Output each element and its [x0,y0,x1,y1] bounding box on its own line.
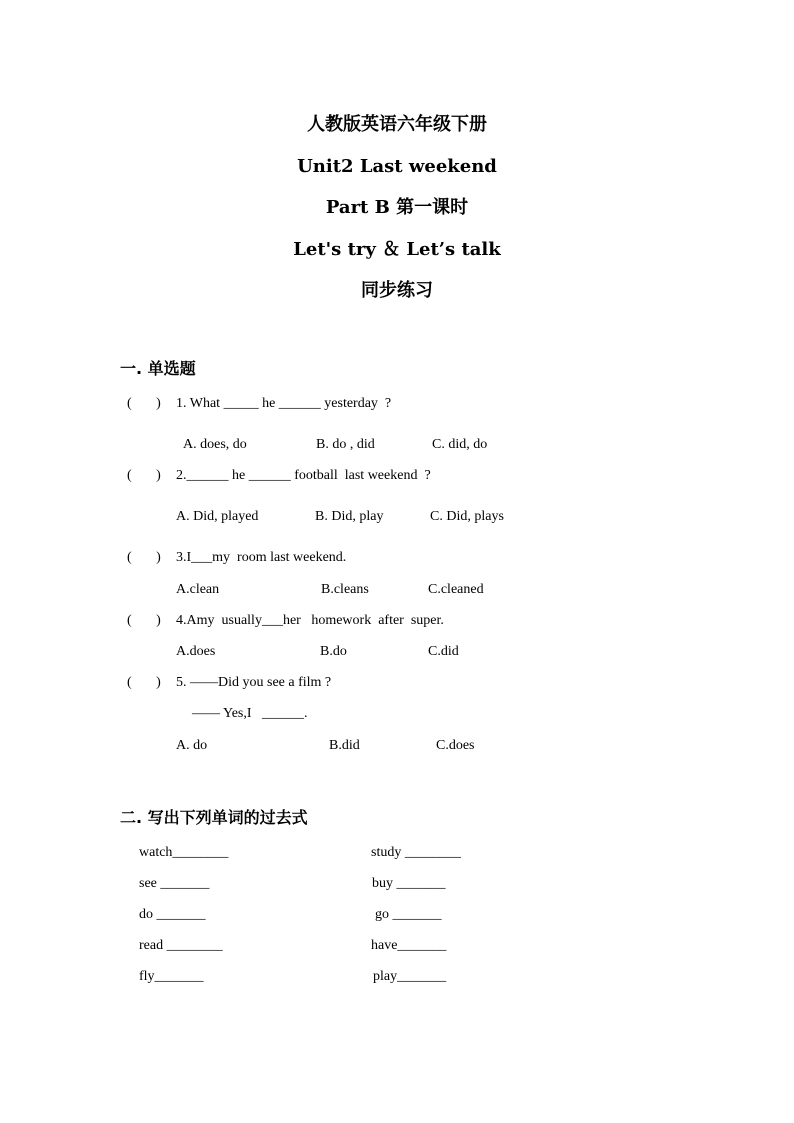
question-1-text: 1. What _____ he ______ yesterday ? [176,396,392,411]
word-have: have_______ [371,938,447,953]
question-5-reply: —— Yes,I ______. [192,706,308,721]
word-buy: buy _______ [372,876,446,891]
q1-option-b: B. do , did [316,437,375,452]
word-read: read ________ [139,938,223,953]
exercise-title: 同步练习 [361,280,433,301]
section2-heading: 二. 写出下列单词的过去式 [120,808,308,827]
q3-option-a: A.clean [176,582,220,597]
word-play: play_______ [373,969,447,984]
q4-option-b: B.do [320,644,347,659]
unit-title: Unit2 Last weekend [297,155,497,177]
answer-bracket[interactable]: ( ) [127,613,161,628]
answer-bracket[interactable]: ( ) [127,468,161,483]
question-4-text: 4.Amy usually___her homework after super. [176,613,444,628]
word-watch: watch________ [139,845,229,860]
word-fly: fly_______ [139,969,204,984]
q1-option-a: A. does, do [183,437,247,452]
q3-option-b: B.cleans [321,582,369,597]
word-go: go _______ [375,907,442,922]
answer-bracket[interactable]: ( ) [127,675,161,690]
q4-option-a: A.does [176,644,216,659]
q3-option-c: C.cleaned [428,582,484,597]
q4-option-c: C.did [428,644,459,659]
q5-option-a: A. do [176,738,208,753]
q5-option-c: C.does [436,738,475,753]
q2-option-c: C. Did, plays [430,509,504,524]
section1-heading: 一. 单选题 [120,359,196,378]
answer-bracket[interactable]: ( ) [127,550,161,565]
title-block [0,104,794,312]
word-study: study ________ [371,845,461,860]
lesson-title: Let's try ＆ Let’s talk [293,238,501,260]
answer-bracket[interactable]: ( ) [127,396,161,411]
part-title: Part B 第一课时 [325,197,469,218]
q2-option-a: A. Did, played [176,509,259,524]
question-2-text: 2.______ he ______ football last weekend ? [176,468,431,483]
q2-option-b: B. Did, play [315,509,384,524]
q1-option-c: C. did, do [432,437,488,452]
book-title: 人教版英语六年级下册 [307,114,487,135]
question-5-text: 5. ——Did you see a film ? [176,675,332,690]
word-do: do _______ [139,907,206,922]
word-see: see _______ [139,876,210,891]
q5-option-b: B.did [329,738,360,753]
question-3-text: 3.I___my room last weekend. [176,550,347,565]
